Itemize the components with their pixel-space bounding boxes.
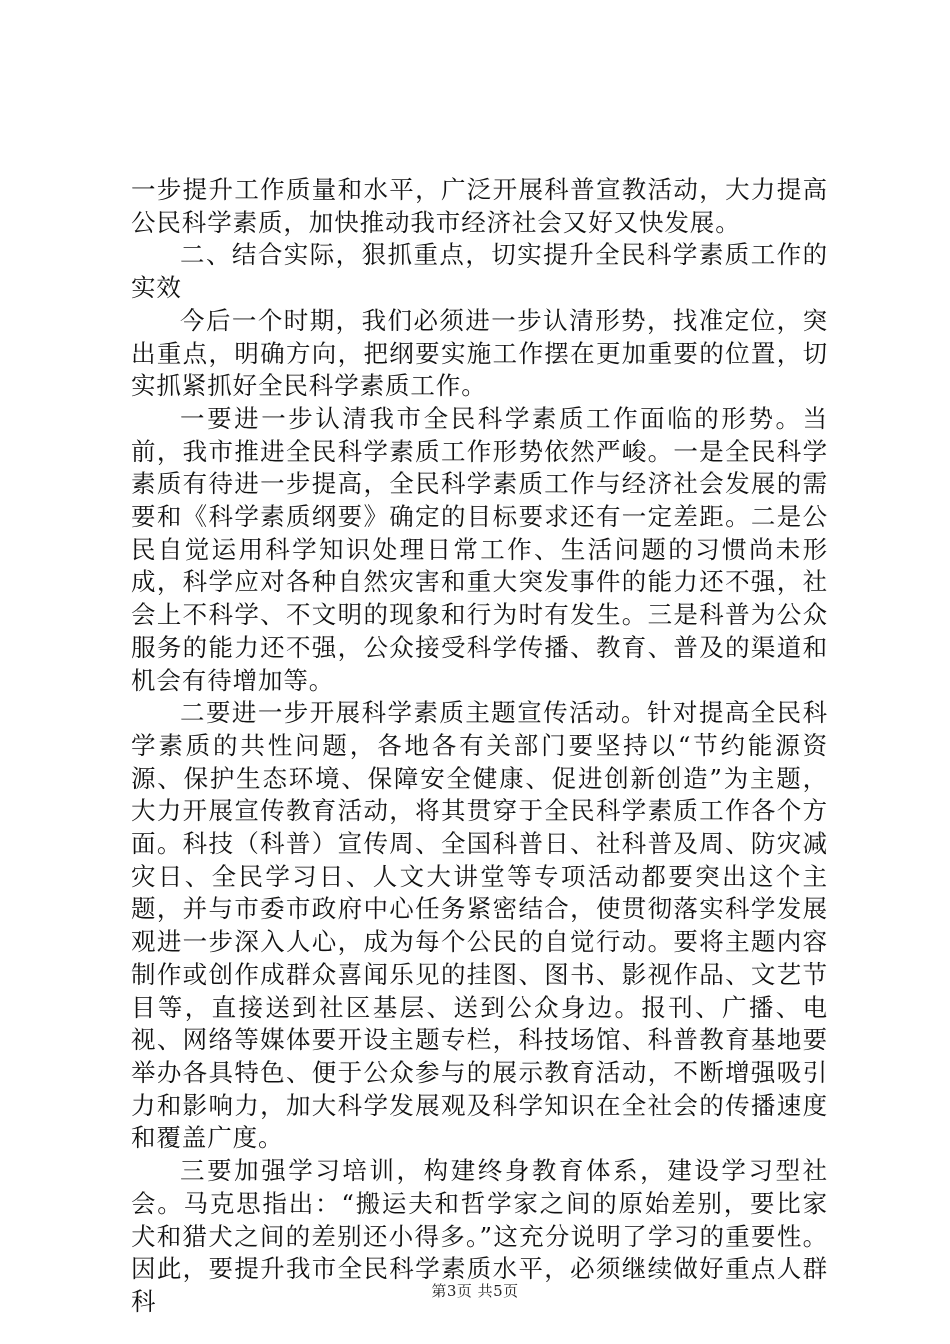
page-number: 第3页 共5页 [431,1282,519,1300]
paragraph-1: 一步提升工作质量和水平，广泛开展科普宣教活动，大力提高公民科学素质，加快推动我市经济社会又好又快发展。 [131,175,828,237]
paragraph-6: 三要加强学习培训，构建终身教育体系，建设学习型社会。马克思指出：“搬运夫和哲学家之间的原始差别，要比家犬和猎犬之间的差别还小得多。”这充分说明了学习的重要性。因此，要提升我市全民科学素质水平，必须继续做好重点人群科 [131,1156,828,1316]
paragraph-5: 二要进一步开展科学素质主题宣传活动。针对提高全民科学素质的共性问题，各地各有关部门要坚持以“节约能源资源、保护生态环境、保障安全健康、促进创新创造”为主题，大力开展宣传教育活动，将其贯穿于全民科学素质工作各个方面。科技（科普）宣传周、全国科普日、社科普及周、防灾减灾日、全民学习日、人文大讲堂等专项活动都要突出这个主题，并与市委市政府中心任务紧密结合，使贯彻落实科学发展观进一步深入人心，成为每个公民的自觉行动。要将主题内容制作或创作成群众喜闻乐见的挂图、图书、影视作品、文艺节目等，直接送到社区基层、送到公众身边。报刊、广播、电视、网络等媒体要开设主题专栏，科技场馆、科普教育基地要举办各具特色、便于公众参与的展示教育活动，不断增强吸引力和影响力，加大科学发展观及科学知识在全社会的传播速度和覆盖广度。 [131,698,828,1153]
section-heading-2: 二、结合实际，狠抓重点，切实提升全民科学素质工作的实效 [131,240,828,303]
page-footer [0,1280,950,1301]
document-body [131,174,828,1319]
paragraph-3: 今后一个时期，我们必须进一步认清形势，找准定位，突出重点，明确方向，把纲要实施工作摆在更加重要的位置，切实抓紧抓好全民科学素质工作。 [131,305,828,401]
paragraph-4: 一要进一步认清我市全民科学素质工作面临的形势。当前，我市推进全民科学素质工作形势依然严峻。一是全民科学素质有待进一步提高，全民科学素质工作与经济社会发展的需要和《科学素质纲要》确定的目标要求还有一定差距。二是公民自觉运用科学知识处理日常工作、生活问题的习惯尚未形成，科学应对各种自然灾害和重大突发事件的能力还不强，社会上不科学、不文明的现象和行为时有发生。三是科普为公众服务的能力还不强，公众接受科学传播、教育、普及的渠道和机会有待增加等。 [131,403,828,695]
